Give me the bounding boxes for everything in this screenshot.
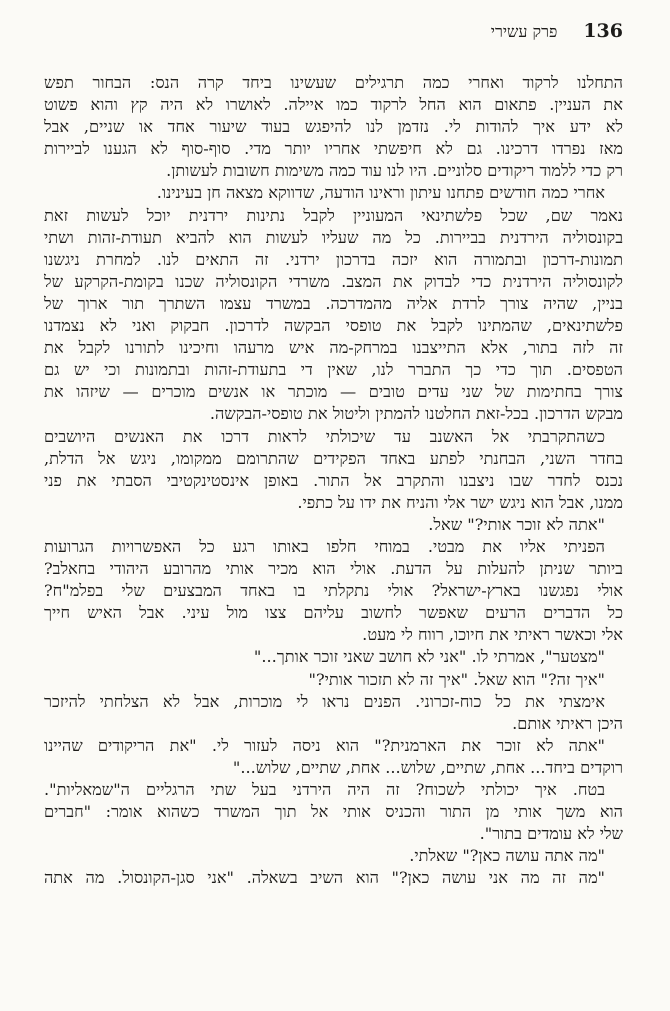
text-line: אלי וכאשר ראיתי את חיוכו, רווח לי מעט. (362, 625, 623, 645)
text-line: לא ידע איך להודות לי. נזדמן לנו להיפגש בעוד שיעור אחד או שניים, אבל (44, 117, 623, 137)
text-line: רק כדי ללמוד ריקודים סלוניים. היו לנו עוד כמה משימות חשובות לעשותן. (166, 161, 623, 181)
text-line: רוקדים ביחד... אחת, שתיים, שלוש... אחת, שתיים, שלוש..." (232, 757, 623, 777)
text-line: פלשתינאים, שהמתינו לקבל את טופסי הבקשה לדרכון. חבקוק ואני לא נצמדנו (44, 316, 623, 336)
text-line: היכן ראיתי אותם. (512, 713, 623, 733)
text-line: נאמר שם, שכל פלשתינאי המעוניין לקבל נתינות ירדנית יוכל לעשות זאת (44, 205, 623, 225)
text-line: לקונסוליה הירדנית כדי לבדוק את המצב. משרדי הקונסוליה שכנו בקומת-הקרקע של (44, 271, 623, 291)
text-line: "אתה לא זוכר את הארמנית?" הוא ניסה לעזור לי. "את הריקודים שהיינו (44, 735, 605, 755)
page-number: 136 (583, 20, 623, 42)
text-line: את העניין. פתאום הוא החל לרקוד כמו איילה. לאושרו לא היה קץ והוא פשוט (44, 95, 623, 115)
text-line: אימצתי את כל כוח-זכרוני. הפנים נראו לי מוכרות, אבל לא הצלחתי להיזכר (44, 691, 605, 711)
text-line: בקונסוליה הירדנית בביירות. כל מה שעליו לעשות הוא להביא תעודת-זהות ושתי (44, 227, 623, 247)
text-line: כשהתקרבתי אל האשנב עד שיכולתי לראות דרכו את האנשים היושבים (44, 426, 605, 446)
text-line: הטפסים. תוך כדי כך התברר לנו, שאין די בתעודת-זהות ובתמונות וכי יש גם (44, 360, 623, 380)
text-line: זה לזה בתור, אלא התייצבנו במרחק-מה איש מרעהו וחיכינו לתורנו לקבל את (44, 338, 623, 358)
body-text (44, 72, 623, 889)
text-line: מאז נפרדו דרכינו. גם לא חיפשתי אחריו יותר מדי. סוף-סוף לא הגענו לביירות (44, 139, 623, 159)
text-line: אחרי כמה חודשים פתחנו עיתון וראינו הודעה, שדווקא מצאה חן בעינינו. (156, 183, 605, 203)
text-line: "מה זה מה אני עושה כאן?" הוא השיב בשאלה. "אני סגן-הקונסול. מה אתה (44, 868, 605, 888)
text-line: בחדר השני, הבחנתי לפתע באחד הפקידים שהתרומם ממקומו, ניגש אל הדלת, (44, 448, 623, 468)
chapter-title: פרק עשירי (490, 22, 558, 41)
text-line: צורך בחתימות של שני עדים טובים — מוכתר או אנשים מוכרים — שיזהו את (44, 382, 623, 402)
text-line: הוא משך אותי מן התור והכניס אותי אל תוך המשרד כשהוא אומר: "חברים (44, 802, 623, 822)
text-line: הפניתי אליו את מבטי. במוחי חלפו באותו רגע כל האפשרויות הגרועות (44, 536, 605, 556)
text-line: תמונות-דרכון ובתמורה הוא יזכה בדרכון ירדני. זה התאים לנו. למחרת ניגשנו (44, 249, 623, 269)
text-line: "מצטער", אמרתי לו. "אני לא חושב שאני זוכר אותך..." (253, 647, 605, 667)
text-line: שלי לא עומדים בתור". (479, 824, 623, 844)
running-head (44, 20, 623, 48)
text-line: ממנו, אבל הוא ניגש ישר אלי והניח את ידו על כתפי. (297, 492, 623, 512)
text-line: "אתה לא זוכר אותי?" שאל. (428, 514, 605, 534)
text-line: התחלנו לרקוד ואחרי כמה תרגילים שעשינו ביחד קרה הנס: הבחור תפש (44, 73, 623, 92)
text-line: כל הדברים הרעים שאפשר לחשוב עליהם צצו מול עיני. אבל האיש חייך (44, 603, 623, 623)
text-line: נכנס לחדר שבו ניצבנו והתקרב אל התור. באופן אינסטינקטיבי הסבתי את פני (44, 470, 623, 490)
text-line: בניין, שהיה צורך לרדת אליה מהמדרכה. במשרד עצמו השתרך תור ארוך של (44, 293, 623, 313)
text-line: בטח. איך יכולתי לשכוח? זה היה הירדני בעל שתי הרגליים ה"שמאליות". (44, 780, 605, 799)
text-line: "איך זה?" הוא שאל. "איך זה לא תזכור אותי?" (308, 669, 605, 689)
text-line: "מה אתה עושה כאן?" שאלתי. (409, 846, 605, 866)
text-line: אולי נפגשנו בארץ-ישראל? אולי נתקלתי בו באחד המבצעים שלי בפלמ"ח? (44, 581, 623, 601)
text-line: ביותר שניתן להעלות על הדעת. אולי הוא מכיר אותי מהרובע היהודי בחאלב? (44, 559, 623, 579)
text-line: מבקש הדרכון. בכל-זאת החלטנו להמתין וליטול את טופסי-הבקשה. (209, 404, 623, 424)
